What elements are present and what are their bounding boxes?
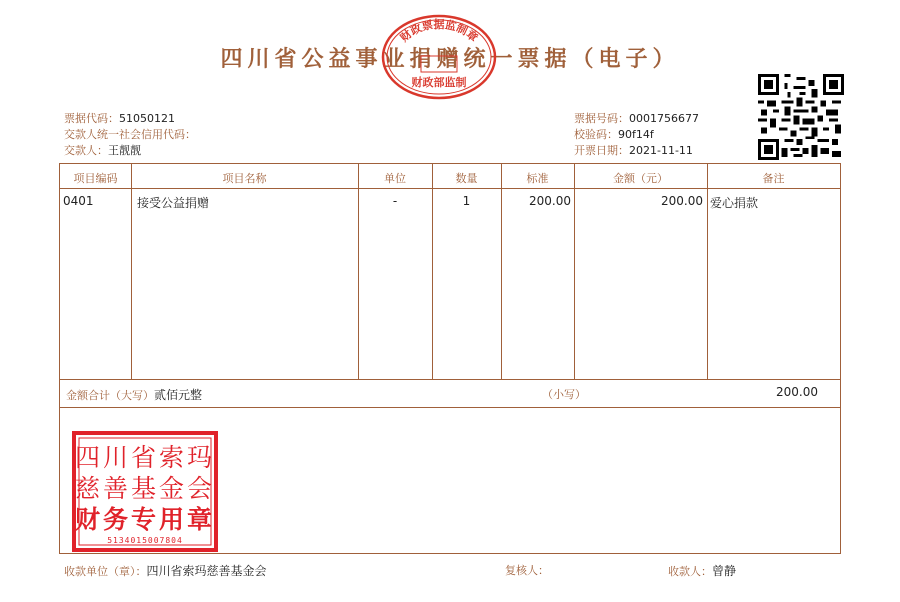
row-remarks: 爱心捐款: [710, 196, 759, 210]
footer-receiver: [668, 562, 736, 579]
invoice-number-label: 票据号码：: [574, 112, 629, 125]
header-standard: 标准: [526, 172, 549, 185]
row-unit: -: [392, 194, 398, 208]
invoice-number-value: 0001756677: [629, 112, 699, 125]
footer-payee-unit: [64, 562, 267, 579]
check-code-label: 校验码：: [574, 128, 618, 141]
issue-date-row: [574, 143, 699, 159]
seal-bottom-text: 财政部监制: [411, 76, 467, 89]
right-meta: [574, 111, 699, 159]
reviewer-label: 复核人：: [505, 564, 549, 577]
row-amount: 200.00: [661, 194, 703, 208]
receiver-label: 收款人：: [668, 565, 712, 578]
total-small-label: （小写）: [542, 388, 586, 401]
row-item-code: 0401: [63, 194, 94, 208]
header-item-name: 项目名称: [222, 172, 267, 185]
check-code-row: [574, 127, 699, 143]
header-item-code: 项目编码: [73, 172, 118, 185]
header-remarks: 备注: [762, 172, 785, 185]
footer-reviewer: [505, 562, 549, 578]
header-divider: [60, 188, 840, 189]
stamp-line-2: 慈善基金会: [74, 474, 216, 503]
header-unit: 单位: [384, 172, 406, 185]
total-bottom-divider: [60, 407, 840, 408]
total-words-label: 金额合计（大写）: [66, 389, 154, 402]
total-small-value: 200.00: [776, 385, 818, 399]
receiver-value: 曾静: [712, 564, 737, 578]
stamp-line-1: 四川省索玛: [74, 443, 216, 472]
stamp-number: 5134015007804: [107, 536, 183, 545]
qr-code: [758, 74, 844, 160]
check-code-value: 90f14f: [618, 128, 654, 141]
invoice-code-row: [64, 111, 196, 127]
invoice-number-row: [574, 111, 699, 127]
left-meta: [64, 111, 196, 159]
invoice-code-label: 票据代码：: [64, 112, 119, 125]
payee-unit-label: 收款单位（章）：: [64, 565, 147, 578]
total-words-row: [66, 386, 202, 403]
total-words-value: 贰佰元整: [154, 388, 203, 402]
foundation-finance-stamp: [72, 431, 218, 552]
stamp-line-3: 财务专用章: [74, 505, 216, 534]
payee-unit-value: 四川省索玛慈善基金会: [146, 564, 267, 578]
header-quantity: 数量: [455, 172, 478, 185]
payer-credit-code-label: 交款人统一社会信用代码：: [64, 128, 196, 141]
header-amount: 金额（元）: [613, 172, 668, 185]
col-divider-6: [707, 164, 708, 380]
row-item-name: 接受公益捐赠: [137, 196, 210, 210]
finance-supervision-seal: [381, 14, 497, 100]
invoice-code-value: 51050121: [119, 112, 175, 125]
items-bottom-divider: [60, 379, 840, 380]
payer-credit-code-row: [64, 127, 196, 143]
row-quantity: 1: [462, 194, 471, 208]
receipt-title: 四川省公益事业捐赠统一票据（电子）: [220, 46, 680, 72]
col-divider-1: [131, 164, 132, 380]
seal-top-text: 财政票据监制章: [397, 18, 481, 45]
payer-value: 王靓靓: [108, 144, 141, 157]
issue-date-value: 2021-11-11: [629, 144, 693, 157]
row-standard: 200.00: [529, 194, 571, 208]
payer-label: 交款人：: [64, 144, 108, 157]
payer-row: [64, 143, 196, 159]
issue-date-label: 开票日期：: [574, 144, 629, 157]
